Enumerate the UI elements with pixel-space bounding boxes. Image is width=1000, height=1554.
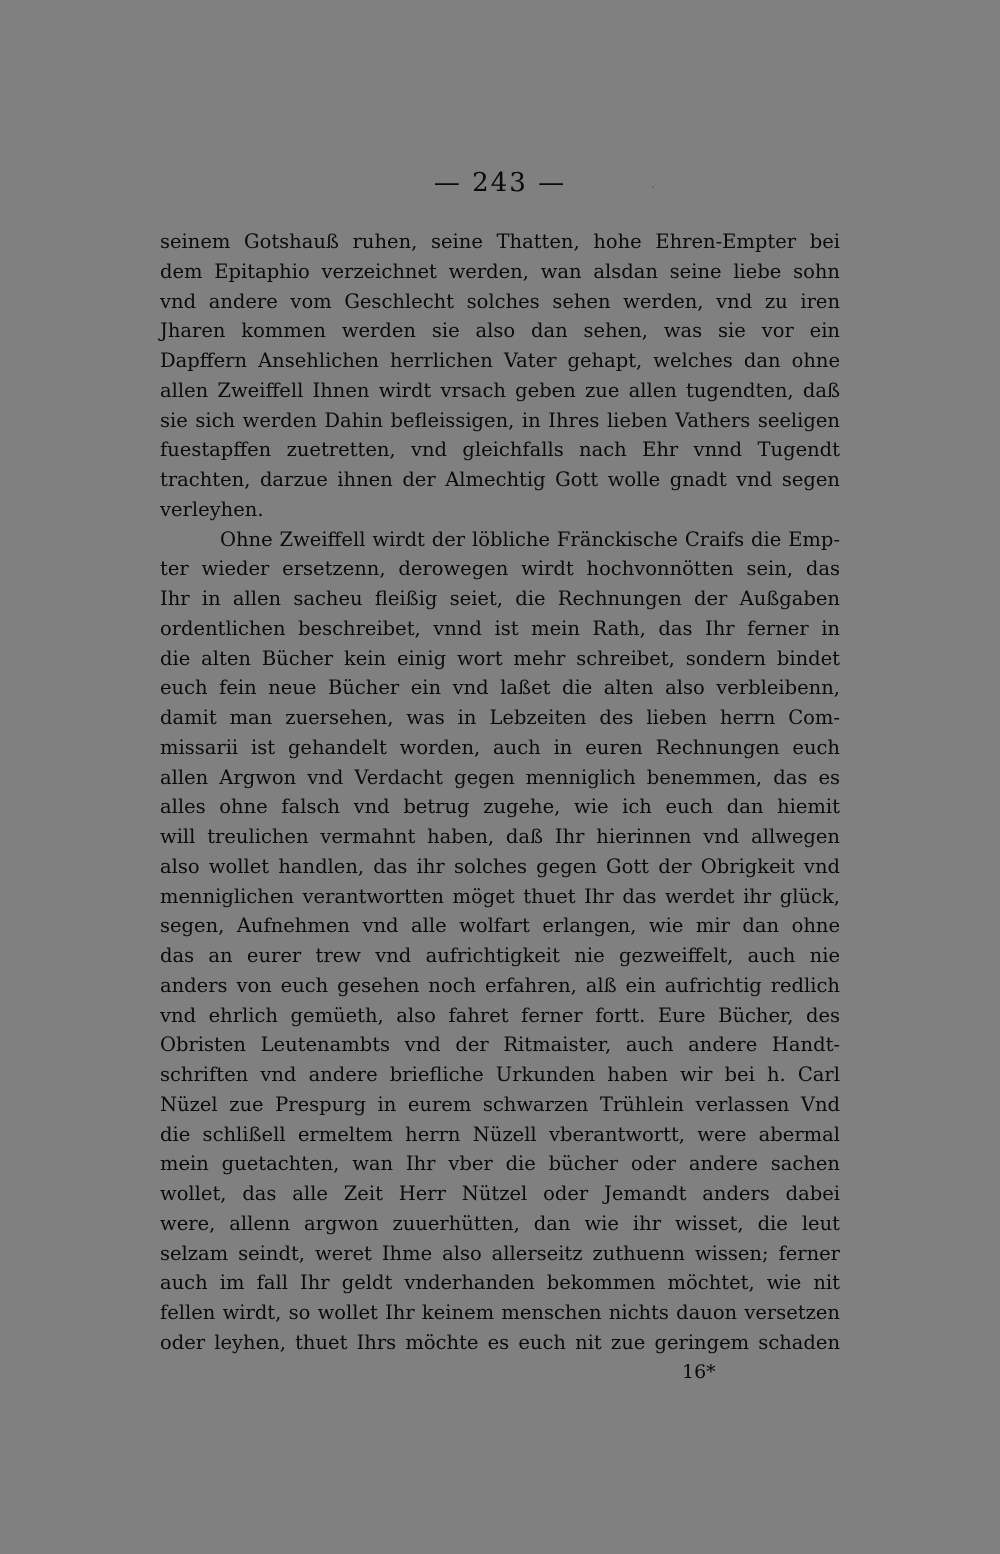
text-line: Obristen Leutenambts vnd der Ritmaister, auch andere Handt- (160, 1033, 840, 1057)
text-line: Ihr in allen sacheu fleißig seiet, die Rechnungen der Außgaben (160, 587, 840, 610)
text-line: fuestapffen zuetretten, vnd gleichfalls nach Ehr vnnd Tugendt (160, 438, 840, 462)
text-line: sie sich werden Dahin befleissigen, in Ihres lieben Vathers seeligen (160, 408, 840, 432)
text-line: schriften vnd andere briefliche Urkunden haben wir bei h. Carl (160, 1063, 840, 1086)
text-line: die schlißell ermeltem herrn Nüzell vberantwortt, were abermal (160, 1122, 840, 1146)
text-line: ter wieder ersetzenn, derowegen wirdt hochvonnötten sein, das (160, 557, 840, 581)
text-line: also wollet handlen, das ihr solches gegen Gott der Obrigkeit vnd (160, 854, 840, 878)
text-line: damit man zuersehen, was in Lebzeiten des lieben herrn Com- (160, 706, 840, 729)
text-line: euch fein neue Bücher ein vnd laßet die alten also verbleibenn, (160, 676, 840, 700)
text-line: das an eurer trew vnd aufrichtigkeit nie gezweiffelt, auch nie (160, 944, 840, 967)
text-line: die alten Bücher kein einig wort mehr schreibet, sondern bindet (160, 646, 840, 670)
text-line: selzam seindt, weret Ihme also allerseitz zuthuenn wissen; ferner (160, 1241, 840, 1265)
text-line: oder leyhen, thuet Ihrs möchte es euch nit zue geringem schaden (160, 1330, 840, 1354)
text-line: allen Argwon vnd Verdacht gegen menniglich benemmen, das es (160, 765, 840, 789)
body-text (160, 227, 840, 1358)
text-line: Dapffern Ansehlichen herrlichen Vater gehapt, welches dan ohne (160, 349, 840, 372)
signature-mark: 16* (682, 1361, 716, 1383)
text-line: were, allenn argwon zuuerhütten, dan wie ihr wisset, die leut (160, 1211, 840, 1235)
text-line: anders von euch gesehen noch erfahren, alß ein aufrichtig redlich (160, 973, 840, 997)
page-number: — 243 — (433, 168, 567, 198)
text-line: alles ohne falsch vnd betrug zugehe, wie ich euch dan hiemit (160, 795, 840, 819)
paragraph-first-line: Ohne Zweiffell wirdt der löbliche Fränckische Craifs die Emp- (220, 527, 840, 551)
text-line: allen Zweiffell Ihnen wirdt vrsach geben zue allen tugendten, daß (160, 378, 840, 402)
text-line: will treulichen vermahnt haben, daß Ihr hierinnen vnd allwegen (160, 825, 840, 848)
text-line: verleyhen. (160, 497, 264, 521)
text-line: Jharen kommen werden sie also dan sehen, was sie vor ein (160, 319, 840, 343)
text-line: menniglichen verantwortten möget thuet Ihr das werdet ihr glück, (160, 884, 840, 908)
text-line: mein guetachten, wan Ihr vber die bücher oder andere sachen (160, 1152, 840, 1176)
text-line: auch im fall Ihr geldt vnderhanden bekommen möchtet, wie nit (160, 1271, 840, 1295)
text-line: vnd andere vom Geschlecht solches sehen werden, vnd zu iren (160, 289, 840, 313)
text-line: dem Epitaphio verzeichnet werden, wan alsdan seine liebe sohn (160, 259, 840, 283)
scan-speck (652, 186, 654, 188)
text-line: ordentlichen beschreibet, vnnd ist mein Rath, das Ihr ferner in (160, 616, 840, 640)
text-line: trachten, darzue ihnen der Almechtig Gott wolle gnadt vnd segen (160, 468, 840, 491)
text-line: missarii ist gehandelt worden, auch in euren Rechnungen euch (160, 735, 840, 759)
text-line: vnd ehrlich gemüeth, also fahret ferner fortt. Eure Bücher, des (160, 1003, 840, 1027)
text-line: segen, Aufnehmen vnd alle wolfart erlangen, wie mir dan ohne (160, 914, 840, 938)
text-line: fellen wirdt, so wollet Ihr keinem menschen nichts dauon versetzen (160, 1301, 840, 1324)
text-line: wollet, das alle Zeit Herr Nützel oder Jemandt anders dabei (160, 1182, 840, 1205)
text-line: seinem Gotshauß ruhen, seine Thatten, hohe Ehren-Empter bei (160, 230, 840, 253)
text-line: Nüzel zue Prespurg in eurem schwarzen Trühlein verlassen Vnd (160, 1092, 840, 1116)
